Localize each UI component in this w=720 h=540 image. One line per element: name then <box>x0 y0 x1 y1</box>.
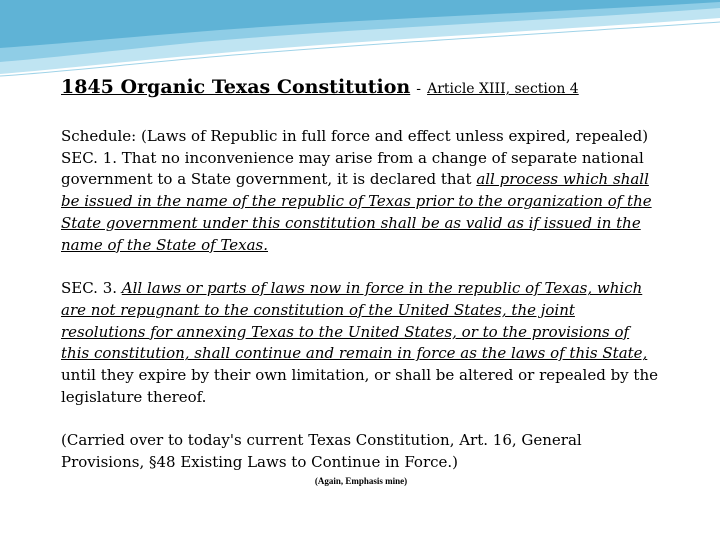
slide-title <box>61 72 661 104</box>
sec3-emphasis: All laws or parts of laws now in force in the republic of Texas, which are not repugnant to the constitution of the United States, the joint resolutions for annexing Texas to the United States, or to the provisions of this constitution, shall continue and remain in force as the laws of this State, <box>61 279 648 363</box>
sec1-label: SEC. 1. <box>61 148 118 167</box>
section3-paragraph <box>61 278 661 408</box>
header-wave-decoration <box>0 0 720 80</box>
title-main: 1845 Organic Texas Constitution <box>61 76 411 98</box>
sec3-label: SEC. 3. <box>61 279 118 298</box>
emphasis-footnote: (Again, Emphasis mine) <box>314 475 408 486</box>
sec3-text: until they expire by their own limitation, or shall be altered or repealed by the legislature thereof. <box>61 366 658 406</box>
title-separator: - <box>416 81 422 97</box>
schedule-intro: Schedule: (Laws of Republic in full force and effect unless expired, repealed) <box>61 127 649 145</box>
sec1-emphasis: all process which shall be issued in the name of the republic of Texas prior to the organization of the State government under this constitution shall be as valid as if issued in the name of the State of Texas. <box>61 170 652 254</box>
schedule-paragraph <box>61 126 661 256</box>
slide-content <box>61 72 661 486</box>
sec1-text: That no inconvenience may arise from a change of separate national government to a State government, it is declared that <box>61 148 644 189</box>
carried-over-paragraph: (Carried over to today's current Texas Constitution, Art. 16, General Provisions, §48 Existing Laws to Continue in Force.) <box>61 431 582 472</box>
title-reference: Article XIII, section 4 <box>427 81 579 97</box>
